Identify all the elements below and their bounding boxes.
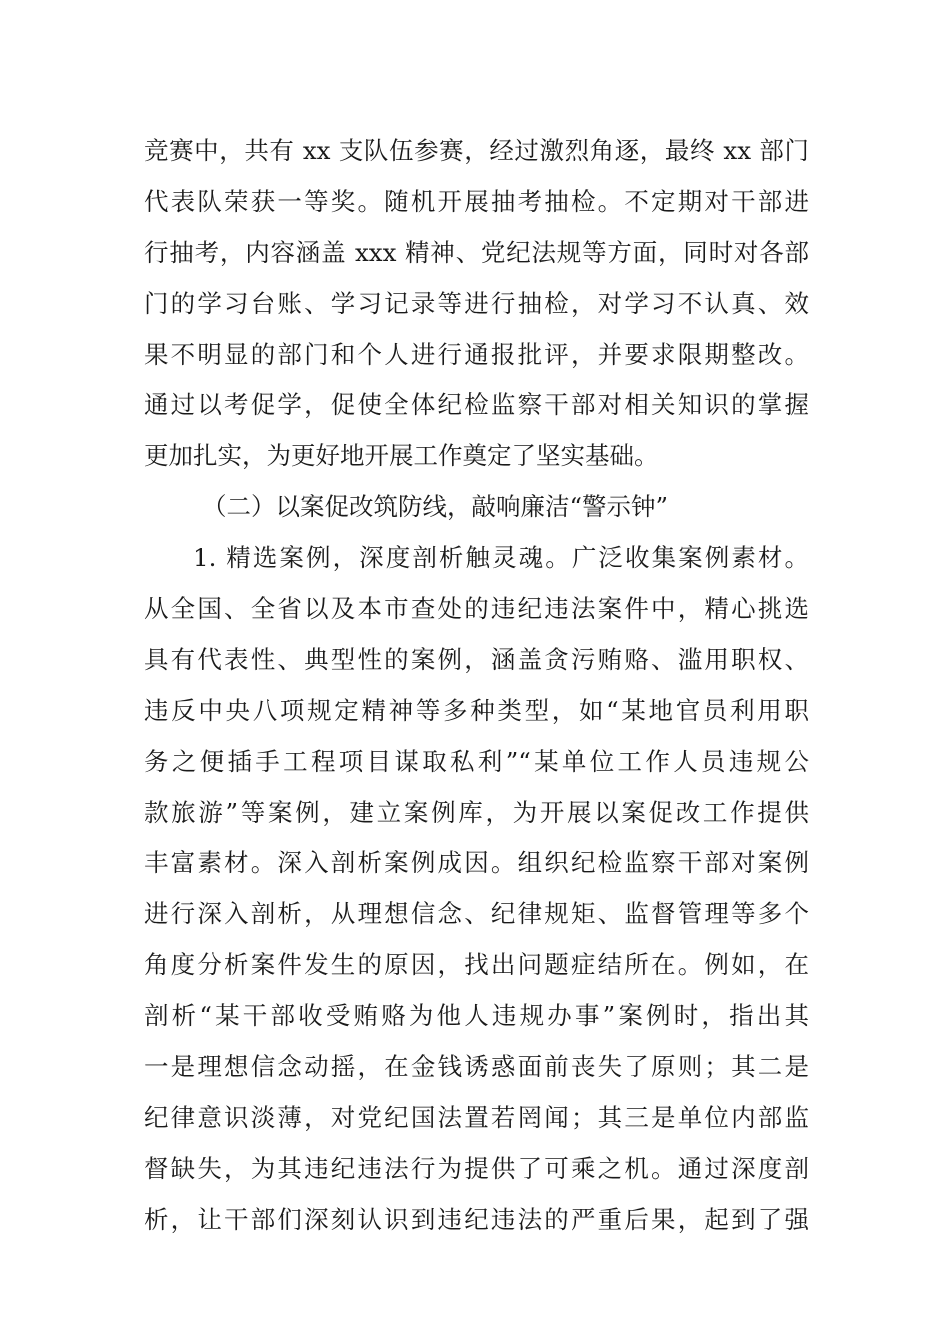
paragraph-line: 通过以考促学，促使全体纪检监察干部对相关知识的掌握 xyxy=(144,390,809,420)
paragraph-line: 更加扎实，为更好地开展工作奠定了坚实基础。 xyxy=(144,441,659,471)
paragraph-line: 违反中央八项规定精神等多种类型，如“某地官员利用职 xyxy=(144,695,809,725)
paragraph-line: 务之便插手工程项目谋取私利”“某单位工作人员违规公 xyxy=(144,746,809,776)
paragraph-line: 具有代表性、典型性的案例，涵盖贪污贿赂、滥用职权、 xyxy=(144,644,809,674)
paragraph-line: 竞赛中，共有 xx 支队伍参赛，经过激烈角逐，最终 xx 部门 xyxy=(144,136,809,165)
section-heading: （二）以案促改筑防线，敲响廉洁“警示钟” xyxy=(202,492,669,522)
subsection-heading-line: 1. 精选案例，深度剖析触灵魂。广泛收集案例素材。 xyxy=(193,543,809,573)
paragraph-line: 一是理想信念动摇，在金钱诱惑面前丧失了原则；其二是 xyxy=(144,1052,809,1082)
paragraph-line: 款旅游”等案例，建立案例库，为开展以案促改工作提供 xyxy=(144,797,809,827)
paragraph-line: 果不明显的部门和个人进行通报批评，并要求限期整改。 xyxy=(144,339,809,369)
paragraph-line: 纪律意识淡薄，对党纪国法置若罔闻；其三是单位内部监 xyxy=(144,1102,809,1132)
paragraph-line: 丰富素材。深入剖析案例成因。组织纪检监察干部对案例 xyxy=(144,848,809,878)
paragraph-line: 从全国、全省以及本市查处的违纪违法案件中，精心挑选 xyxy=(144,594,809,624)
paragraph-line: 行抽考，内容涵盖 xxx 精神、党纪法规等方面，同时对各部 xyxy=(144,237,809,267)
paragraph-line: 剖析“某干部收受贿赂为他人违规办事”案例时，指出其 xyxy=(144,1001,809,1031)
paragraph-line: 代表队荣获一等奖。随机开展抽考抽检。不定期对干部进 xyxy=(144,186,809,216)
paragraph-line: 析，让干部们深刻认识到违纪违法的严重后果，起到了强 xyxy=(144,1204,809,1234)
paragraph-line: 督缺失，为其违纪违法行为提供了可乘之机。通过深度剖 xyxy=(144,1153,809,1183)
paragraph-line: 门的学习台账、学习记录等进行抽检，对学习不认真、效 xyxy=(144,288,809,318)
paragraph-line: 进行深入剖析，从理想信念、纪律规矩、监督管理等多个 xyxy=(144,899,809,929)
paragraph-line: 角度分析案件发生的原因，找出问题症结所在。例如，在 xyxy=(144,950,809,980)
body-text xyxy=(144,126,809,1246)
